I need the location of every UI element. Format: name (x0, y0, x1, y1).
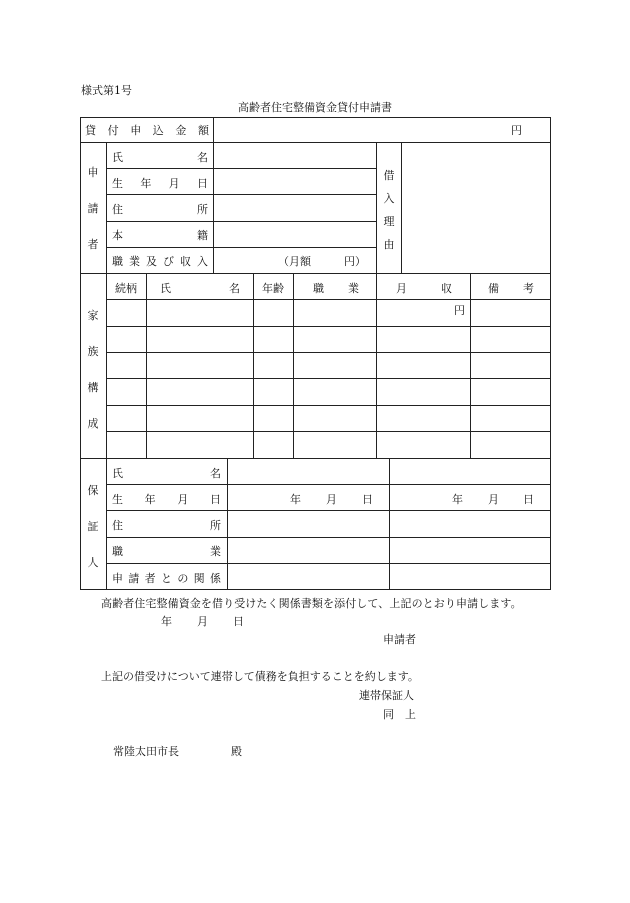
family-header-relation: 続柄 (115, 282, 137, 295)
application-day: 日 (233, 615, 244, 628)
form-title: 高齢者住宅整備資金貸付申請書 (238, 101, 392, 114)
family-header-remarks: 備 考 (488, 282, 534, 295)
joint-guarantor-label: 連帯保証人 (359, 689, 414, 702)
guarantor-section-char1: 保 (87, 484, 99, 497)
application-year: 年 (161, 615, 172, 628)
family-section-char4: 成 (87, 417, 99, 430)
guarantor-occupation-label: 職 業 (112, 545, 221, 558)
guarantor-address-label: 住 所 (112, 519, 221, 532)
guarantor-birthdate-label: 生 年 月 日 (112, 493, 221, 506)
applicant-section-char3: 者 (87, 238, 99, 251)
applicant-occupation-income-label: 職 業 及 び 収 入 (112, 255, 208, 268)
guarantor1-month: 月 (326, 493, 337, 506)
guarantor2-year: 年 (452, 493, 463, 506)
guarantor1-year: 年 (290, 493, 301, 506)
family-income-unit: 円 (454, 304, 465, 317)
form-number: 様式第1号 (81, 84, 132, 97)
monthly-income-note: （月額 円） (278, 255, 366, 268)
addressee: 常陸太田市長 (113, 745, 179, 758)
family-section-char2: 族 (87, 345, 99, 358)
family-section-char1: 家 (87, 309, 99, 322)
family-header-age: 年齢 (262, 282, 284, 295)
applicant-signature-label: 申請者 (383, 633, 416, 646)
reason-char4: 由 (383, 238, 395, 251)
family-header-occupation: 職 業 (313, 282, 359, 295)
same-as-above-label: 同 上 (383, 708, 416, 721)
loan-amount-label: 貸 付 申 込 金 額 (85, 124, 209, 137)
guarantor-relation-label: 申 請 者 と の 関 係 (112, 572, 221, 585)
family-section-char3: 構 (87, 381, 99, 394)
guarantee-statement: 上記の借受けについて連帯して債務を負担することを約します。 (101, 670, 419, 683)
applicant-name-label: 氏 名 (112, 151, 208, 164)
applicant-birthdate-label: 生 年 月 日 (112, 177, 208, 190)
reason-char2: 入 (383, 192, 395, 205)
guarantor2-month: 月 (488, 493, 499, 506)
applicant-domicile-label: 本 籍 (112, 229, 208, 242)
guarantor-name-label: 氏 名 (112, 467, 221, 480)
guarantor-section-char2: 証 (87, 520, 99, 533)
reason-char1: 借 (383, 169, 395, 182)
family-header-monthly-income: 月 収 (396, 282, 452, 295)
applicant-address-label: 住 所 (112, 203, 208, 216)
application-month: 月 (197, 615, 208, 628)
reason-char3: 理 (383, 215, 395, 228)
loan-unit: 円 (511, 124, 522, 137)
guarantor2-day: 日 (523, 493, 534, 506)
honorific: 殿 (231, 745, 242, 758)
application-statement: 高齢者住宅整備資金を借り受けたく関係書類を添付して、上記のとおり申請します。 (101, 597, 522, 610)
applicant-section-char1: 申 (87, 166, 99, 179)
family-header-name: 氏 名 (160, 282, 240, 295)
applicant-section-char2: 請 (87, 202, 99, 215)
guarantor-section-char3: 人 (87, 556, 99, 569)
guarantor1-day: 日 (362, 493, 373, 506)
